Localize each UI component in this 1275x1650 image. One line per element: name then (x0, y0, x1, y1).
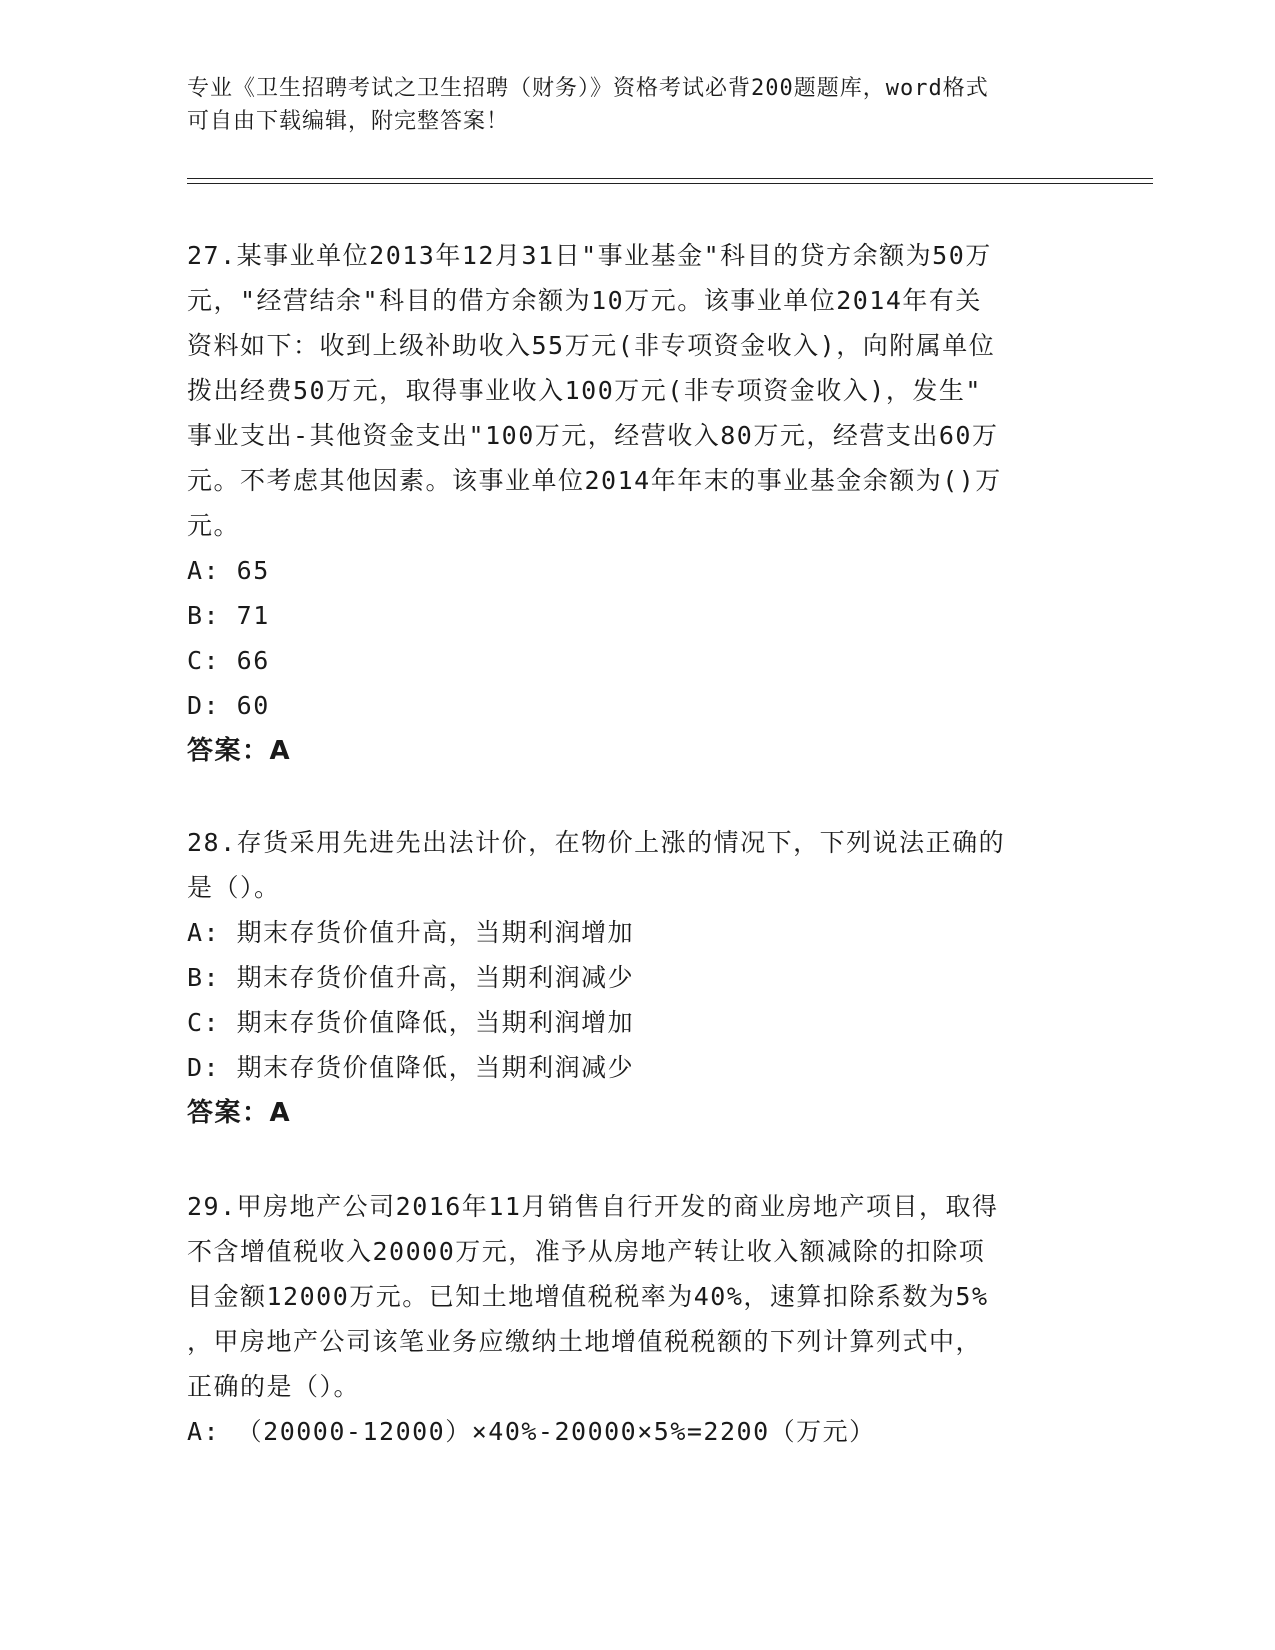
option-a: A: （20000-12000）×40%-20000×5%=2200（万元） (187, 1417, 876, 1446)
question-29 (187, 1184, 1067, 1454)
option-b: B: 期末存货价值升高，当期利润减少 (187, 963, 635, 992)
question-stem (187, 233, 1067, 548)
stem-line: 元。不考虑其他因素。该事业单位2014年年末的事业基金余额为()万 (187, 466, 1002, 495)
question-stem (187, 820, 1067, 910)
stem-line: 不含增值税收入20000万元，准予从房地产转让收入额减除的扣除项 (187, 1237, 986, 1266)
answer-line: 答案：A (187, 1098, 292, 1128)
stem-line: 28.存货采用先进先出法计价，在物价上涨的情况下，下列说法正确的 (187, 828, 1006, 857)
stem-line: 事业支出-其他资金支出"100万元，经营收入80万元，经营支出60万 (187, 421, 999, 450)
document-header (187, 72, 1067, 138)
stem-line: 元。 (187, 511, 241, 540)
stem-line: 元，"经营结余"科目的借方余额为10万元。该事业单位2014年有关 (187, 286, 982, 315)
stem-line: 资料如下：收到上级补助收入55万元(非专项资金收入)，向附属单位 (187, 331, 996, 360)
stem-line: 目金额12000万元。已知土地增值税税率为40%，速算扣除系数为5% (187, 1282, 989, 1311)
option-d: D: 期末存货价值降低，当期利润减少 (187, 1053, 635, 1082)
question-27 (187, 233, 1067, 774)
option-c: C: 66 (187, 646, 270, 675)
question-stem (187, 1184, 1067, 1409)
answer-line: 答案：A (187, 736, 292, 766)
header-divider-bottom (187, 183, 1153, 184)
header-line-2: 可自由下载编辑，附完整答案！ (187, 109, 510, 134)
stem-line: 是（）。 (187, 873, 281, 902)
stem-line: ，甲房地产公司该笔业务应缴纳土地增值税税额的下列计算列式中， (187, 1327, 983, 1356)
option-a: A: 65 (187, 556, 270, 585)
header-divider-top (187, 178, 1153, 179)
stem-line: 27.某事业单位2013年12月31日"事业基金"科目的贷方余额为50万 (187, 241, 992, 270)
stem-line: 正确的是（）。 (187, 1372, 361, 1401)
option-d: D: 60 (187, 691, 270, 720)
stem-line: 29.甲房地产公司2016年11月销售自行开发的商业房地产项目，取得 (187, 1192, 999, 1221)
option-a: A: 期末存货价值升高，当期利润增加 (187, 918, 635, 947)
question-28 (187, 820, 1067, 1136)
header-line-1: 专业《卫生招聘考试之卫生招聘（财务）》资格考试必背200题题库，word格式 (187, 76, 989, 101)
option-c: C: 期末存货价值降低，当期利润增加 (187, 1008, 635, 1037)
option-b: B: 71 (187, 601, 270, 630)
stem-line: 拨出经费50万元，取得事业收入100万元(非专项资金收入)，发生" (187, 376, 982, 405)
